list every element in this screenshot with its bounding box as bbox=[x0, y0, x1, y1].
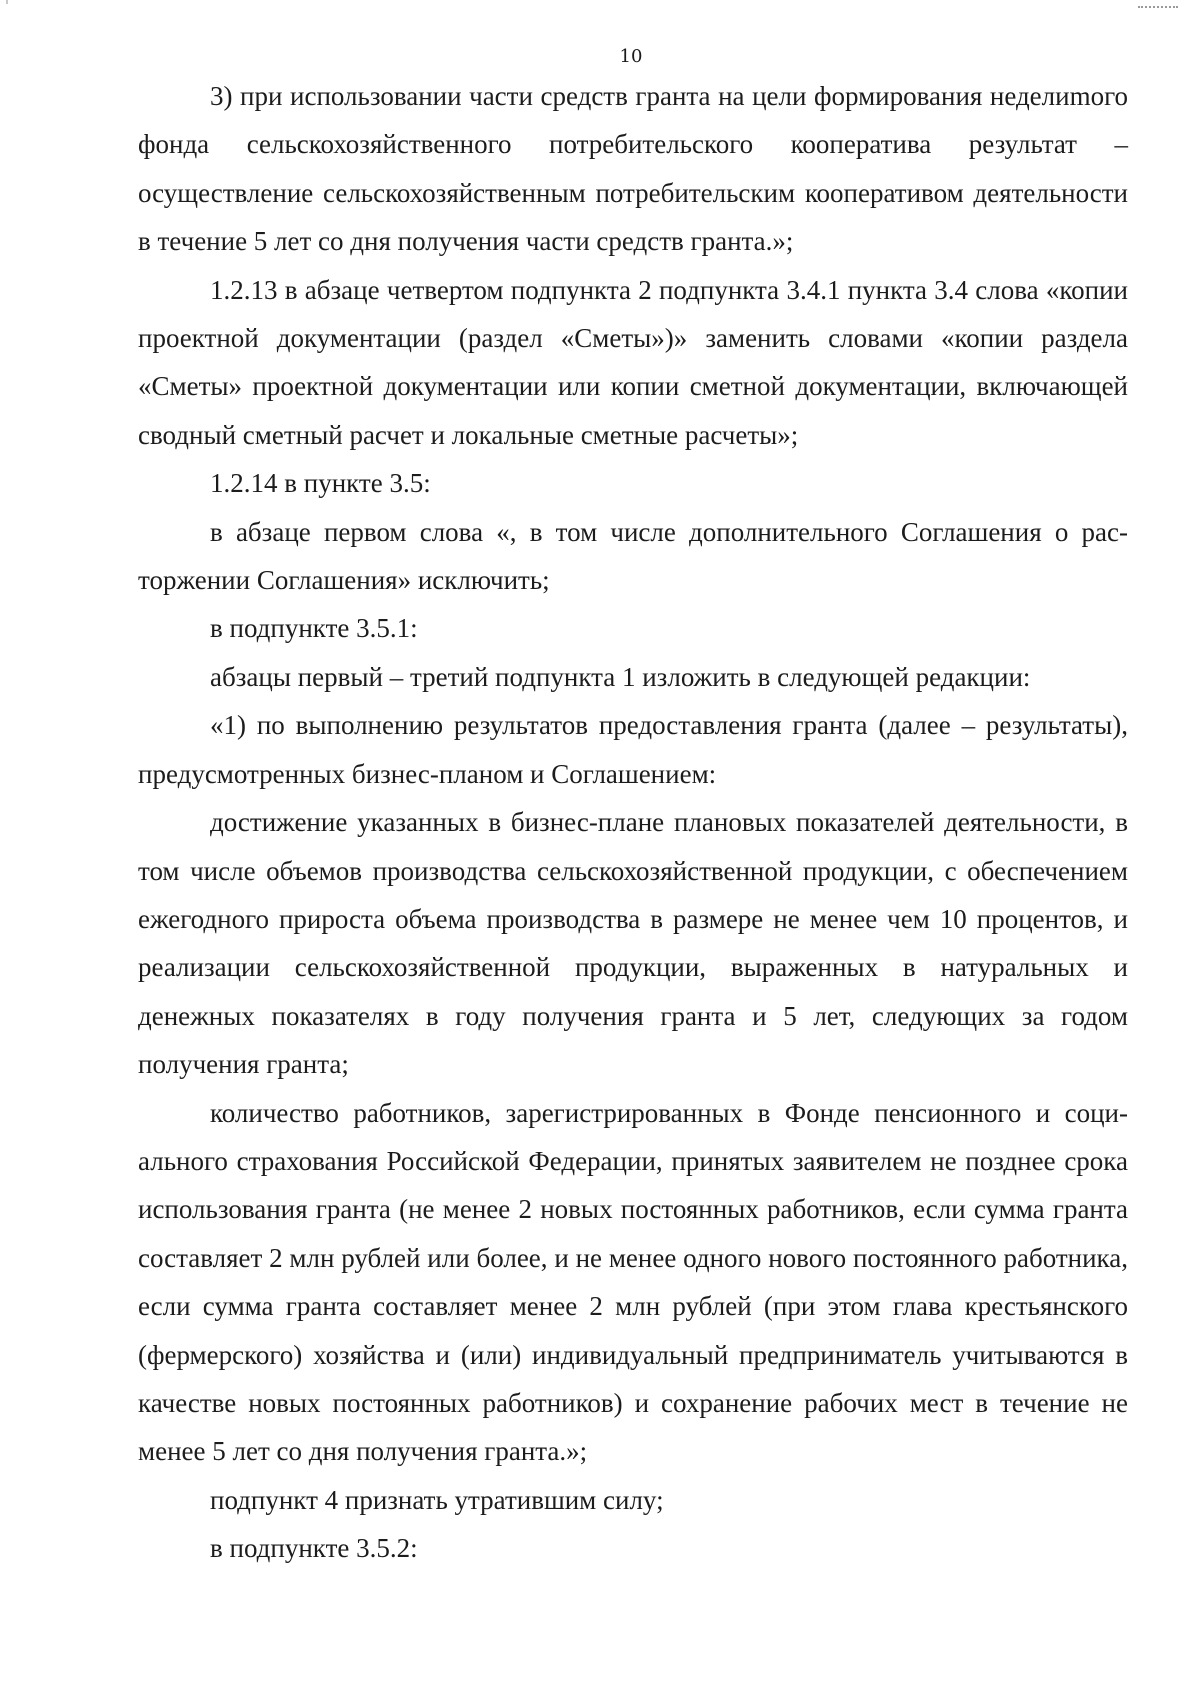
paragraph: 1.2.14 в пункте 3.5: bbox=[210, 468, 431, 499]
paragraph: «1) по выполнению результатов предоставления гранта (далее – результаты), предусмотренных бизнес-планом и Соглашением: bbox=[138, 710, 1128, 789]
paragraph: в подпункте 3.5.1: bbox=[210, 613, 418, 644]
document-body bbox=[138, 72, 1128, 1573]
scan-edge-mark bbox=[0, 0, 8, 4]
paragraph: количество работников, зарегистрированных в Фонде пенсионного и социального страхования Российской Федерации, принятых заявителем не позднее срока использования гранта (не менее 2 новых постоянных работников, если сумма гранта составляет 2 млн рублей или более, и не менее одного нового постоянного работника, если сумма гранта составляет менее 2 млн рублей (при этом глава крестьянского (фермерского) хозяйства и (или) индивидуальный предприниматель учитываются в качестве новых постоянных работников) и сохранение рабочих мест в течение не менее 5 лет со дня получения гранта.»; bbox=[138, 1097, 1128, 1467]
paragraph: абзацы первый – третий подпункта 1 изложить в следующей редакции: bbox=[210, 661, 1031, 692]
paragraph: 3) при использовании части средств гранта на цели формирования неделиmого фонда сельскохозяйственного потребительского кооператива результат – осуществление сельскохозяйственным потребительским кооперативом деятельности в течение 5 лет со дня получения части средств гранта.»; bbox=[138, 81, 1128, 257]
scan-edge-mark bbox=[1138, 0, 1178, 8]
paragraph: в абзаце первом слова «, в том числе дополнительного Соглашения о расторжении Соглашения» исключить; bbox=[138, 516, 1128, 596]
paragraph: подпункт 4 признать утратившим силу; bbox=[210, 1484, 664, 1515]
paragraph: достижение указанных в бизнес-плане плановых показателей деятельности, в том числе объемов производства сельскохозяйственной продукции, с обеспечением ежегодного прироста объема производства в размере не менее чем 10 процентов, и реализации сельскохозяйственной продукции, выраженных в натуральных и денежных показателях в году получения гранта и 5 лет, следующих за годом получения гранта; bbox=[138, 807, 1128, 1080]
paragraph: в подпункте 3.5.2: bbox=[210, 1533, 418, 1564]
page-number: 10 bbox=[619, 46, 643, 67]
paragraph: 1.2.13 в абзаце четвертом подпункта 2 подпункта 3.4.1 пункта 3.4 слова «копии проектной документации (раздел «Сметы»)» заменить словами «копии раздела «Сметы» проектной документации или копии сметной документации, включающей сводный сметный расчет и локальные сметные расчеты»; bbox=[138, 274, 1128, 450]
